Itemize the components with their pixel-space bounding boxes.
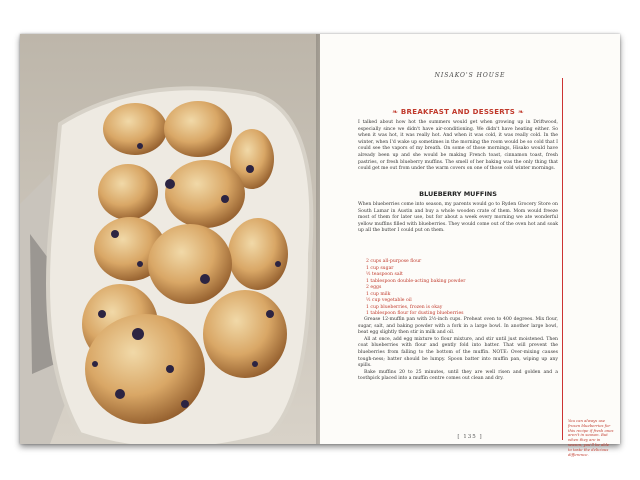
running-head: NISAKO'S HOUSE xyxy=(434,72,506,79)
margin-rule xyxy=(562,78,563,440)
ingredient-item: 2 eggs xyxy=(366,285,382,290)
ornament-left-icon: ❧ xyxy=(392,108,401,116)
ingredient-list xyxy=(366,259,546,318)
ingredient-item: 1 tablespoon double-acting baking powder xyxy=(366,278,466,284)
book-spread xyxy=(20,34,620,457)
ingredient-item: 1 tablespoon flour for dusting blueberries xyxy=(366,311,464,316)
recipe-headnote: When blueberries come into season, my parents would go to Ryden Grocery Store on South Lamar in Austin and buy a whole wooden crate of them. Mom would freeze most of them for later use, but for about a week every morning we ate wonderful yellow muffins filled with blueberries. They would come out of the oven hot and soak up all the butter I could put on them. xyxy=(358,202,558,234)
ingredient-item: 1 cup blueberries, frozen is okay xyxy=(366,304,443,310)
ornament-right-icon: ❧ xyxy=(515,108,524,116)
ingredient-item: 2 cups all-purpose flour xyxy=(366,259,422,264)
blueberry-muffins-illustration xyxy=(20,34,320,444)
recipe-method xyxy=(358,317,558,383)
page-number: [ 135 ] xyxy=(457,434,483,440)
ingredient-item: 1 cup milk xyxy=(366,291,391,297)
ingredient-item: ½ teaspoon salt xyxy=(366,272,403,277)
ingredient-item: 1 cup sugar xyxy=(366,265,394,271)
recipe-page xyxy=(320,34,620,457)
muffin-photo xyxy=(20,34,320,444)
method-paragraph: Bake muffins 20 to 25 minutes, until they are well risen and golden and a toothpick placed into a muffin centre comes out clean and dry. xyxy=(358,369,558,382)
margin-sidenote: You can always use frozen blueberries for this recipe if fresh ones aren't in season. But when they are in season, you'll be able to taste the delicious difference. xyxy=(568,418,614,457)
recipe-title: BLUEBERRY MUFFINS xyxy=(419,190,497,198)
method-paragraph: All at once, add egg mixture to flour mixture, and stir until just moistened. Then coat blueberries with flour and gently fold into batter. That will prevent the blueberries from falling to the bottom of the muffin. NOTE: Over-mixing causes tough-ness; batter should be lumpy. Spoon batter into muffin pan, wiping up any spills. xyxy=(358,336,558,369)
ingredient-item: ½ cup vegetable oil xyxy=(366,298,412,303)
section-title: ❧ BREAKFAST AND DESSERTS ❧ xyxy=(392,108,524,116)
intro-paragraph: I talked about how hot the summers would get when growing up in Driftwood, especially since we didn't have air-conditioning. We didn't have heating either. So when it was hot, it was really hot. And when it was cold, it was really cold. In the winter, when I'd wake up sometimes in the morning the room would be so cold that I could see the vapors of my breath. On some of those mornings, Hisako would have already been up and she would be making French toast, cinnamon toast, fresh pastries, or fresh blueberry muffins. The smell of her baking was the only thing that could get me out from under the warm covers on one of those cold winter mornings. xyxy=(358,120,558,172)
method-paragraph: Grease 12-muffin pan with 2½-inch cups. Preheat oven to 400 degrees. Mix flour, sugar, salt, and baking powder with a fork in a large bowl. In another large bowl, beat egg slightly then stir in milk and oil. xyxy=(358,317,558,336)
